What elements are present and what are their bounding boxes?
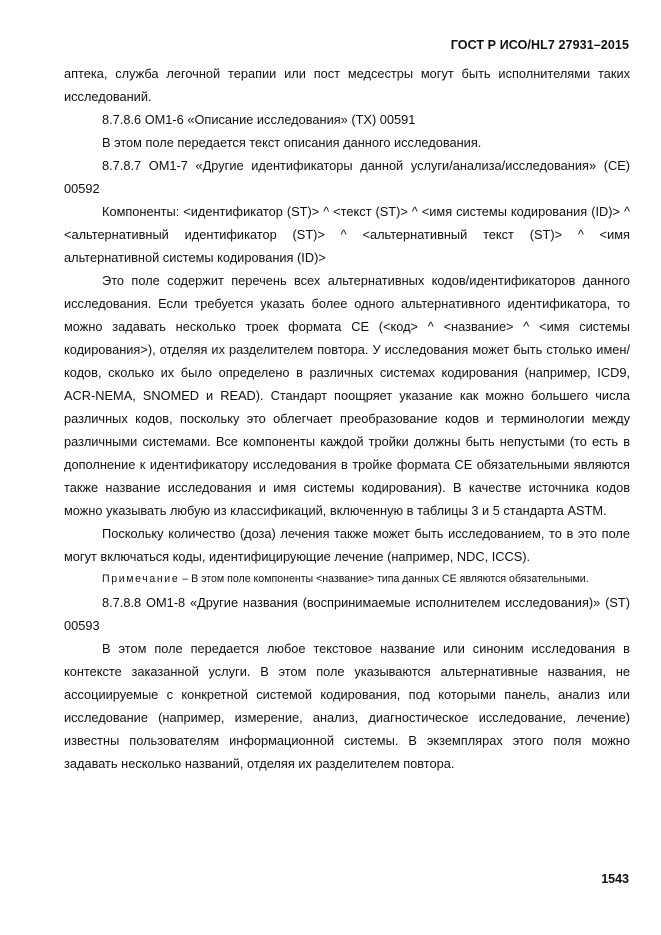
section-heading-om1-7: 8.7.8.7 OM1-7 «Другие идентификаторы данной услуги/анализа/исследования» (CE) 00592 [64,158,630,196]
section-heading-om1-8: 8.7.8.8 OM1-8 «Другие названия (воспринимаемые исполнителем исследования)» (ST) 00593 [64,595,630,633]
note [64,568,630,591]
document-body [64,62,630,775]
paragraph-treatment-codes: Поскольку количество (доза) лечения также может быть исследованием, то в это поле могут включаться коды, идентифицирующие лечение (например, NDC, ICCS). [64,526,630,564]
standard-header: ГОСТ Р ИСО/HL7 27931–2015 [450,38,629,52]
note-label: Примечание [102,573,180,585]
page-number: 1543 [601,872,629,886]
paragraph-continuation: аптека, служба легочной терапии или пост медсестры могут быть исполнителями таких исследований. [64,66,630,104]
note-text: – В этом поле компоненты <название> типа данных CE являются обязательными. [179,573,589,585]
paragraph-alternative-codes: Это поле содержит перечень всех альтернативных кодов/идентификаторов данного исследования. Если требуется указать более одного альтернативного идентификатора, то можно задавать несколько троек формата CE (<код> ^ <название> ^ <имя системы кодирования>), отделяя их разделителем повтора. У исследования может быть столько имен/кодов, сколько их было определено в различных системах кодирования (например, ICD9, ACR-NEMA, SNOMED и READ). Стандарт поощряет указание как можно большего числа различных кодов, поскольку это облегчает преобразование кодов и терминологии между различными системами. Все компоненты каждой тройки должны быть непустыми (то есть в дополнение к идентификатору исследования в тройке формата CE обязательными являются также название исследования и имя системы кодирования). В качестве источника кодов можно указывать любую из классификаций, включенную в таблицы 3 и 5 стандарта ASTM. [64,273,630,518]
paragraph-om1-6-description: В этом поле передается текст описания данного исследования. [102,135,482,150]
section-heading-om1-6: 8.7.8.6 OM1-6 «Описание исследования» (TX) 00591 [102,112,416,127]
paragraph-components: Компоненты: <идентификатор (ST)> ^ <текст (ST)> ^ <имя системы кодирования (ID)> ^ <альтернативный идентификатор (ST)> ^ <альтернативный текст (ST)> ^ <имя альтернативной системы кодирования (ID)> [64,204,630,265]
paragraph-other-names: В этом поле передается любое текстовое название или синоним исследования в контексте заказанной услуги. В этом поле указываются альтернативные названия, не ассоциируемые с конкретной системой кодирования, под которыми панель, анализ или исследование (например, измерение, анализ, диагностическое исследование, лечение) известны пользователям информационной системы. В экземплярах этого поля можно задавать несколько названий, отделяя их разделителем повтора. [64,641,630,771]
